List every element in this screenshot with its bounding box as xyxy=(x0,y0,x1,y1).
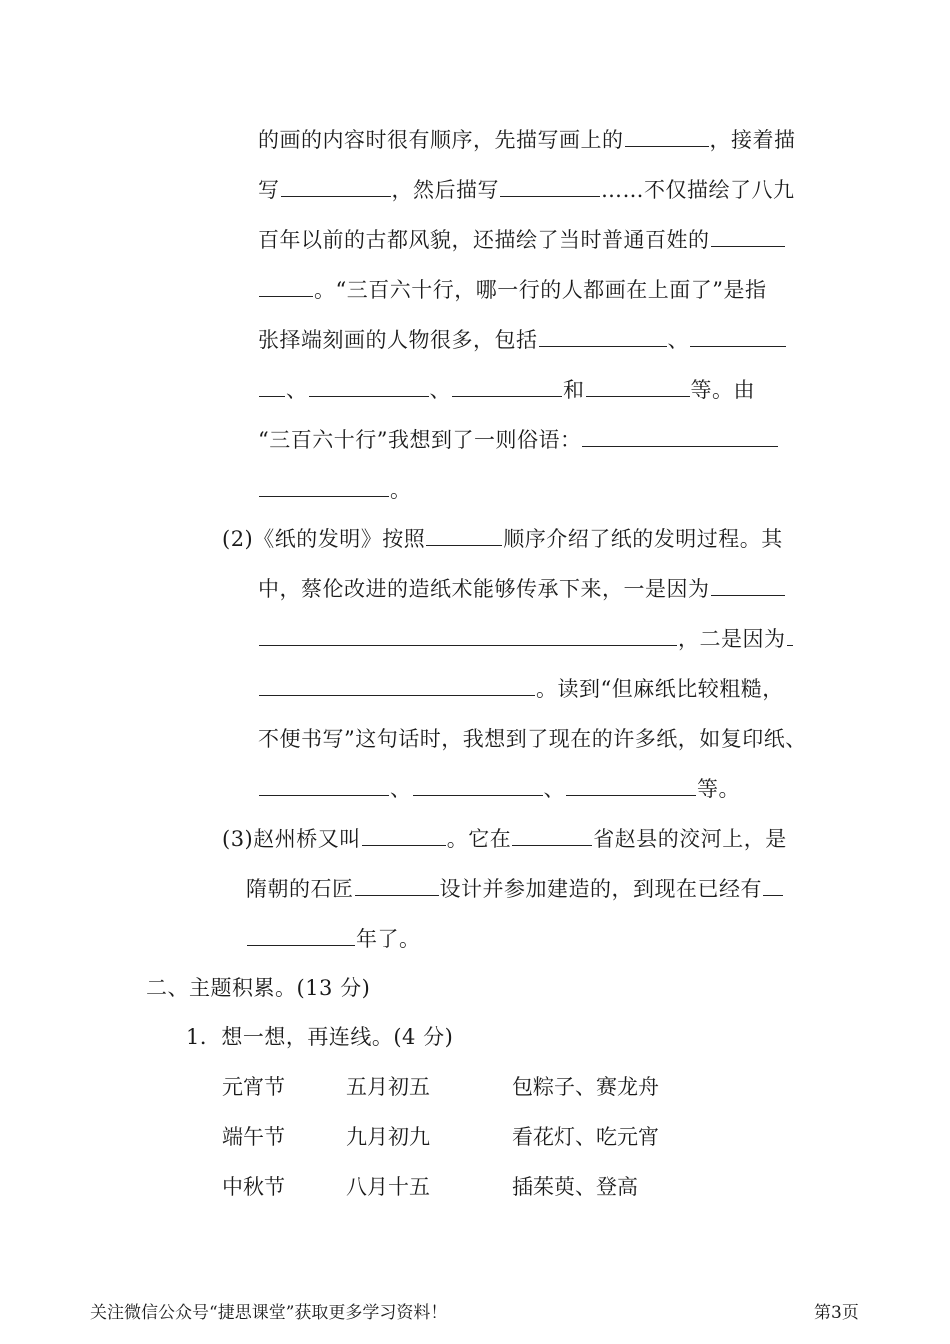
text: 、 xyxy=(286,378,308,402)
text: 不便书写”这句话时，我想到了现在的许多纸，如复印纸、 xyxy=(258,727,807,751)
q1-line-6 xyxy=(258,375,755,405)
text: ，接着描 xyxy=(709,128,796,152)
q2-line-6 xyxy=(258,774,740,804)
item-1-title: 1．想一想，再连线。(4 分) xyxy=(186,1025,454,1049)
q3-line-1 xyxy=(222,824,787,854)
answer-blank[interactable] xyxy=(512,827,592,846)
text: 写 xyxy=(258,178,280,202)
page-number: 第3页 xyxy=(814,1303,859,1323)
q1-line-3 xyxy=(258,225,786,255)
text: 隋朝的石匠 xyxy=(246,877,354,901)
answer-blank[interactable] xyxy=(426,527,502,546)
answer-blank[interactable] xyxy=(281,178,391,197)
text: 年了。 xyxy=(356,927,421,951)
custom-1[interactable]: 包粽子、赛龙舟 xyxy=(512,1075,659,1099)
text: 设计并参加建造的，到现在已经有 xyxy=(439,877,762,901)
text: 顺序介绍了纸的发明过程。其 xyxy=(503,527,783,551)
festival-2[interactable]: 端午节 xyxy=(222,1125,285,1149)
answer-blank[interactable] xyxy=(413,777,543,796)
answer-blank[interactable] xyxy=(582,428,778,447)
answer-blank[interactable] xyxy=(362,827,446,846)
q1-line-5 xyxy=(258,325,787,355)
answer-blank[interactable] xyxy=(500,178,600,197)
question-number: (3) xyxy=(222,827,254,851)
text: 、 xyxy=(429,378,451,402)
text: 省赵县的洨河上，是 xyxy=(593,827,787,851)
text: ，二是因为 xyxy=(678,627,786,651)
answer-blank[interactable] xyxy=(787,627,793,646)
text: 。 xyxy=(390,478,412,502)
text: 的画的内容时很有顺序，先描写画上的 xyxy=(258,128,624,152)
answer-blank[interactable] xyxy=(259,478,389,497)
answer-blank[interactable] xyxy=(566,777,696,796)
answer-blank[interactable] xyxy=(711,228,785,247)
answer-blank[interactable] xyxy=(763,877,783,896)
answer-blank[interactable] xyxy=(355,877,439,896)
answer-blank[interactable] xyxy=(259,378,285,397)
section-title: 二、主题积累。(13 分) xyxy=(146,976,371,1000)
answer-blank[interactable] xyxy=(690,328,786,347)
date-3[interactable]: 八月十五 xyxy=(346,1175,430,1199)
answer-blank[interactable] xyxy=(711,577,785,596)
q3-line-3 xyxy=(246,924,421,954)
q2-line-3 xyxy=(258,624,794,654)
text: 和 xyxy=(563,378,585,402)
festival-1[interactable]: 元宵节 xyxy=(222,1075,285,1099)
q1-line-8 xyxy=(258,475,412,505)
text: 《纸的发明》按照 xyxy=(253,527,426,551)
q2-line-4 xyxy=(258,674,784,704)
question-number: (2) xyxy=(222,527,254,551)
q2-line-2 xyxy=(258,574,786,604)
text: 赵州桥又叫 xyxy=(253,827,361,851)
custom-3[interactable]: 插茱萸、登高 xyxy=(512,1175,638,1199)
q3-line-2 xyxy=(246,874,784,904)
answer-blank[interactable] xyxy=(309,378,429,397)
text: 百年以前的古都风貌，还描绘了当时普通百姓的 xyxy=(258,228,710,252)
text: “三百六十行”我想到了一则俗语： xyxy=(258,428,582,452)
answer-blank[interactable] xyxy=(259,777,389,796)
q1-line-7 xyxy=(258,425,779,455)
text: 张择端刻画的人物很多，包括 xyxy=(258,328,538,352)
q1-line-1 xyxy=(258,125,796,155)
q2-line-5 xyxy=(258,724,807,754)
q1-line-2 xyxy=(258,175,795,205)
answer-blank[interactable] xyxy=(259,677,535,696)
text: ，然后描写 xyxy=(391,178,499,202)
text: 、 xyxy=(543,777,565,801)
footer-note: 关注微信公众号“捷思课堂”获取更多学习资料！ xyxy=(90,1303,448,1323)
answer-blank[interactable] xyxy=(259,627,677,646)
text: 、 xyxy=(667,328,689,352)
text: 、 xyxy=(390,777,412,801)
text: 等。由 xyxy=(690,378,755,402)
answer-blank[interactable] xyxy=(625,128,709,147)
answer-blank[interactable] xyxy=(259,278,313,297)
date-1[interactable]: 五月初五 xyxy=(346,1075,430,1099)
answer-blank[interactable] xyxy=(539,328,667,347)
text: ……不仅描绘了八九 xyxy=(601,178,795,202)
answer-blank[interactable] xyxy=(586,378,690,397)
text: 。它在 xyxy=(446,827,512,851)
custom-2[interactable]: 看花灯、吃元宵 xyxy=(512,1125,659,1149)
answer-blank[interactable] xyxy=(452,378,562,397)
text: 。“三百六十行，哪一行的人都画在上面了”是指 xyxy=(314,278,767,302)
q1-line-4 xyxy=(258,275,766,305)
text: 等。 xyxy=(697,777,740,801)
answer-blank[interactable] xyxy=(247,927,355,946)
text: 中，蔡伦改进的造纸术能够传承下来，一是因为 xyxy=(258,577,710,601)
date-2[interactable]: 九月初九 xyxy=(346,1125,430,1149)
festival-3[interactable]: 中秋节 xyxy=(222,1175,285,1199)
q2-line-1 xyxy=(222,524,783,554)
text: 。读到“但麻纸比较粗糙， xyxy=(536,677,784,701)
